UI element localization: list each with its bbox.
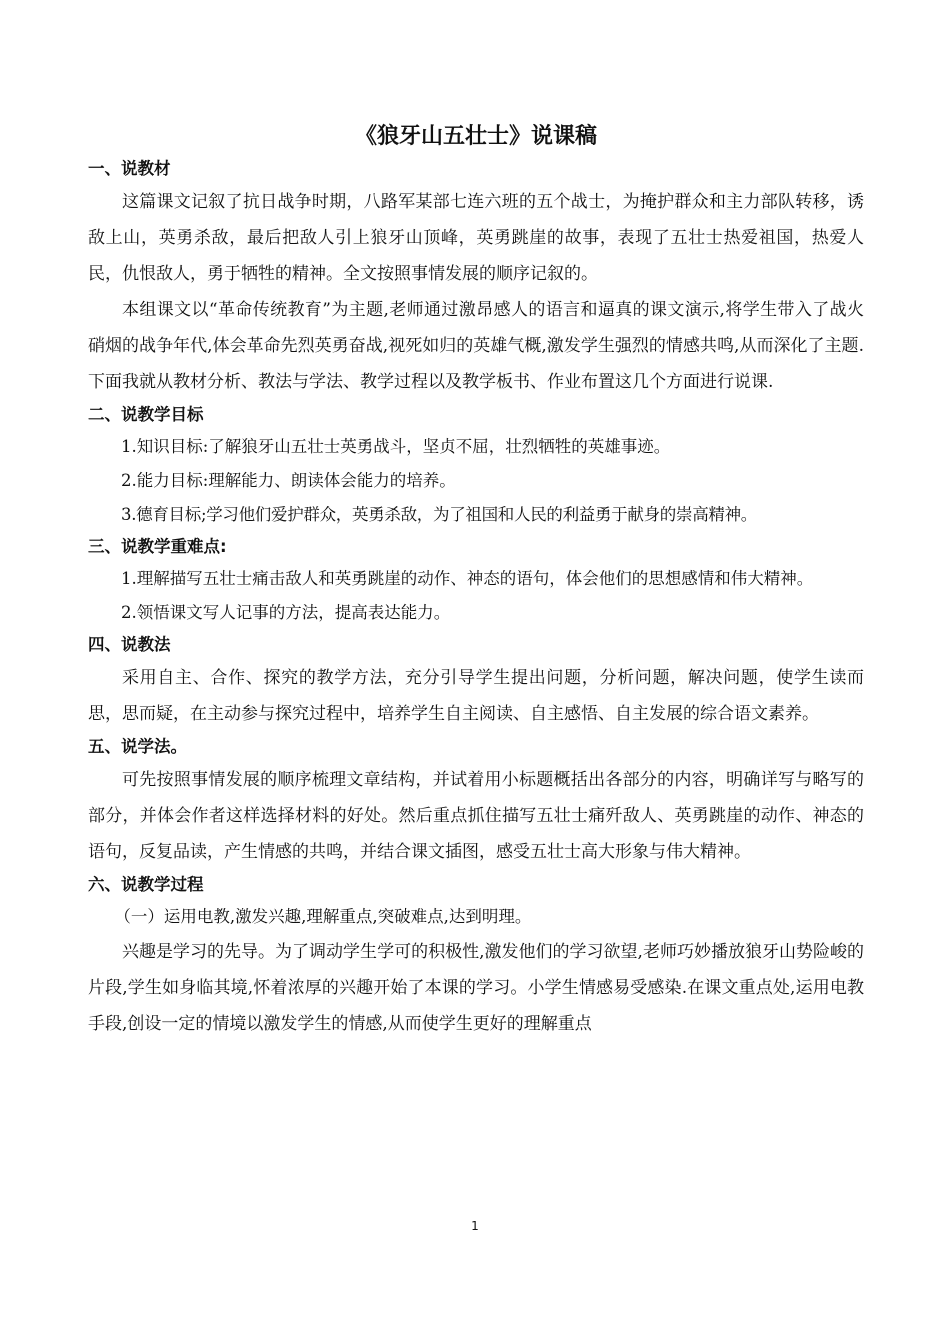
list-item: 1.理解描写五壮士痛击敌人和英勇跳崖的动作、神态的语句，体会他们的思想感情和伟大精神。: [121, 569, 814, 588]
section-heading: 五、说学法。: [88, 737, 187, 756]
section-teaching-process: [88, 870, 864, 1042]
section-key-difficulties: [88, 532, 864, 630]
section-heading: 三、说教学重难点:: [88, 537, 227, 556]
paragraph: 采用自主、合作、探究的教学方法，充分引导学生提出问题，分析问题，解决问题，使学生读而思，思而疑，在主动参与探究过程中，培养学生自主阅读、自主感悟、自主发展的综合语文素养。: [88, 668, 864, 724]
section-heading: 二、说教学目标: [88, 405, 204, 424]
section-learning-method: [88, 732, 864, 870]
list-item: 3.德育目标;学习他们爱护群众，英勇杀敌，为了祖国和人民的利益勇于献身的崇高精神。: [121, 505, 758, 524]
list-item: 2.领悟课文写人记事的方法，提高表达能力。: [121, 603, 451, 622]
section-teaching-method: [88, 630, 864, 732]
paragraph: 本组课文以“革命传统教育”为主题,老师通过激昂感人的语言和逼真的课文演示,将学生带入了战火硝烟的战争年代,体会革命先烈英勇奋战,视死如归的英雄气概,激发学生强烈的情感共鸣,从而深化了主题.下面我就从教材分析、教法与学法、教学过程以及教学板书、作业布置这几个方面进行说课.: [88, 300, 864, 392]
document-page: [88, 120, 864, 1042]
section-heading: 一、说教材: [88, 159, 171, 178]
section-heading: 四、说教法: [88, 635, 171, 654]
list-item: 2.能力目标:理解能力、朗读体会能力的培养。: [121, 471, 456, 490]
subheading: （一）运用电教,激发兴趣,理解重点,突破难点,达到明理。: [114, 907, 532, 926]
paragraph: 兴趣是学习的先导。为了调动学生学可的积极性,激发他们的学习欲望,老师巧妙播放狼牙山势险峻的片段,学生如身临其境,怀着浓厚的兴趣开始了本课的学习。小学生情感易受感染.在课文重点处,运用电教手段,创设一定的情境以激发学生的情感,从而使学生更好的理解重点: [88, 942, 864, 1034]
section-teaching-goals: [88, 400, 864, 532]
paragraph: 可先按照事情发展的顺序梳理文章结构，并试着用小标题概括出各部分的内容，明确详写与略写的部分，并体会作者这样选择材料的好处。然后重点抓住描写五壮士痛歼敌人、英勇跳崖的动作、神态的语句，反复品读，产生情感的共鸣，并结合课文插图，感受五壮士高大形象与伟大精神。: [88, 770, 864, 862]
list-item: 1.知识目标:了解狼牙山五壮士英勇战斗，坚贞不屈，壮烈牺牲的英雄事迹。: [121, 437, 671, 456]
section-textbook: [88, 154, 864, 400]
section-heading: 六、说教学过程: [88, 875, 204, 894]
paragraph: 这篇课文记叙了抗日战争时期，八路军某部七连六班的五个战士，为掩护群众和主力部队转移，诱敌上山，英勇杀敌，最后把敌人引上狼牙山顶峰，英勇跳崖的故事，表现了五壮士热爱祖国，热爱人民，仇恨敌人，勇于牺牲的精神。全文按照事情发展的顺序记叙的。: [88, 192, 864, 284]
page-number: 1: [471, 1219, 479, 1233]
document-title: 《狼牙山五壮士》说课稿: [354, 124, 597, 149]
